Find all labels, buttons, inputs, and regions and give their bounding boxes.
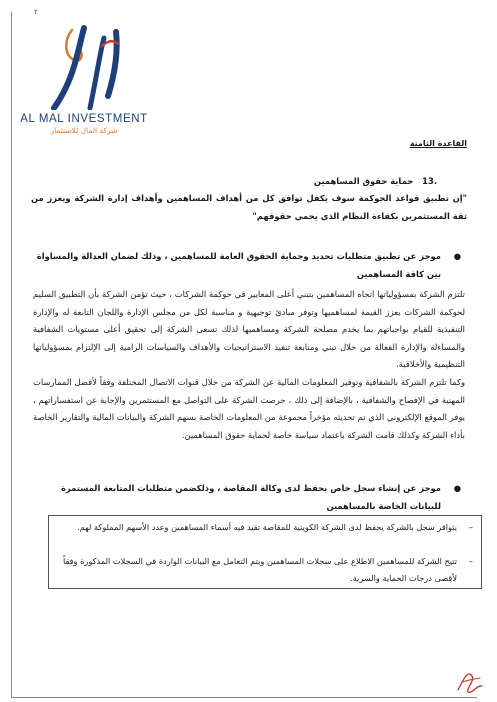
section-number: .13	[422, 176, 437, 186]
dash-icon: –	[468, 522, 473, 532]
company-logo	[14, 10, 154, 135]
rule-title: القاعدة الثامنة	[409, 139, 467, 148]
dash-icon: –	[468, 556, 473, 566]
bullet-icon: ●	[453, 251, 461, 261]
bullet-text: موجز عن تطبيق متطلبات تحديد وحماية الحقوق العامة للمساهمين ، وذلك لضمان العدالة والمساواة بين كافة المساهمين	[36, 251, 441, 279]
section-quote: "إن تطبيق قواعد الحوكمة سوف يكفل توافق كل من أهداف المساهمين وأهداف إدارة الشركة ويعزز من ثقة المستثمرين بكفاءة النظام الذي يحمي حقوقهم"	[31, 193, 467, 221]
section-title: حماية حقوق المساهمين	[313, 176, 414, 186]
logo-arabic-name: شركة المال للاستثمار	[50, 126, 118, 135]
bordered-list-box	[48, 515, 482, 589]
bullet-item	[27, 480, 467, 515]
bullet-icon: ●	[453, 483, 461, 493]
body-paragraph: تلتزم الشركة بمسؤولياتها اتجاه المساهمين بتبني أعلى المعايير في حوكمة الشركات ، حيث تؤمن الشركة بأن التطبيق السليم لحوكمة الشركات يعزز القيمة لمساهميها وتوفر مبادئ توجيهية و مناسبة لكل من مجلس الإدارة واللجان التابعة له والإدارة التنفيذية للقيام بواجباتهم بما يخدم مصلحة الشركة ومساهميها لذلك تسعى الشركة إلى تحقيق أعلى مستويات الشفافية والمساءلة والإدارة الفعالة من خلال تبني ومتابعة تنفيذ الاستراتيجيات والأهداف والسياسات الرامية إلى الإلتزام بمسؤولياتها التنظيمية والأخلاقية.	[33, 289, 465, 369]
list-item	[63, 553, 473, 586]
list-item	[63, 519, 473, 536]
list-item-text: تتيح الشركة للمساهمين الاطلاع على سجلات المساهمين ويتم التعامل مع البيانات الواردة في السجلات المذكورة وفقاً لأقصى درجات الحماية والسرية.	[63, 556, 457, 583]
page-marker: ٢	[34, 9, 38, 16]
list-item-text: يتوافر سجل بالشركة يحفظ لدى الشركة الكويتية للمقاصة تقيد فيه أسماء المساهمين وعدد الأسهم المملوكة لهم.	[77, 522, 457, 532]
page-frame-left	[11, 12, 12, 698]
section-heading	[314, 176, 437, 186]
bullet-text: موجز عن إنشاء سجل خاص يحفظ لدى وكالة المقاصة ، وذلكضمن متطلبات المتابعة المستمرة للبيانات الخاصة بالمساهمين	[60, 483, 441, 511]
bullet-item	[27, 248, 467, 283]
logo-english-name: AL MAL INVESTMENT	[20, 113, 148, 125]
logo-mark-icon	[44, 10, 124, 110]
signature-icon	[454, 664, 486, 696]
page-frame-bottom	[11, 697, 477, 698]
body-paragraph: وكما تلتزم الشركة بالشفافية وتوفير المعلومات المالية عن الشركة من خلال قنوات الاتصال المختلفة وفقاً لأفضل الممارسات المهنية في الإفصاح والشفافية ، بالإضافة إلى ذلك ، حرصت الشركة على التواصل مع المستثمرين والإجابة عن استفساراتهم ، يوفر الموقع الإلكتروني الذي تم تحديثه مؤخراً مجموعة من المعلومات الخاصة بسهم الشركة والبيانات المالية والتقارير الخاصة بأداء الشركة وكذلك قامت الشركة باعتماد سياسة خاصة لحماية حقوق المساهمين.	[33, 377, 465, 440]
